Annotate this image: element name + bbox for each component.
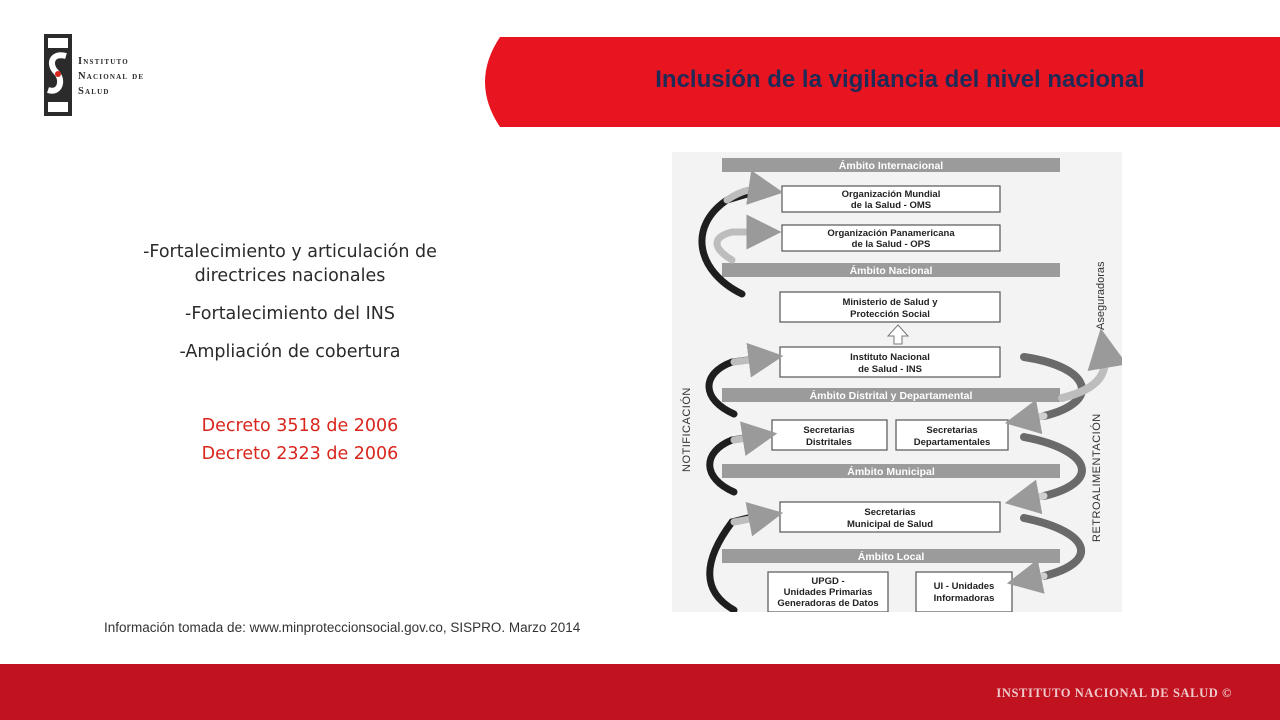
svg-text:de la Salud - OMS: de la Salud - OMS: [850, 200, 932, 211]
svg-text:Organización Mundial: Organización Mundial: [841, 189, 941, 200]
box-oms: [782, 186, 1000, 212]
decree-list: [170, 412, 430, 468]
box-distritales: [772, 420, 887, 450]
ins-logo-mark-icon: [44, 34, 72, 116]
box-ops: [782, 225, 1000, 251]
decree-item: Decreto 2323 de 2006: [201, 444, 399, 464]
level-bar-municipal: [722, 464, 1060, 478]
box-upgd: [768, 572, 888, 612]
svg-text:Ministerio de Salud y: Ministerio de Salud y: [842, 297, 938, 308]
svg-text:Informadoras: Informadoras: [933, 593, 995, 604]
svg-text:UPGD -: UPGD -: [811, 576, 845, 587]
decree-item: Decreto 3518 de 2006: [201, 416, 399, 436]
page-title: Inclusión de la vigilancia del nivel nacional: [655, 66, 1145, 93]
level-label: Ámbito Local: [857, 551, 925, 563]
ins-logo-text: Instituto Nacional de Salud: [78, 56, 145, 97]
box-ins: [780, 347, 1000, 377]
header-band: [0, 0, 1280, 130]
svg-text:Departamentales: Departamentales: [913, 437, 991, 448]
box-ministerio: [780, 292, 1000, 322]
feedback-label: RETROALIMENTACIÓN: [1091, 413, 1103, 542]
svg-text:de Salud - INS: de Salud - INS: [858, 364, 922, 375]
footer-brand: INSTITUTO NACIONAL DE SALUD ©: [996, 686, 1232, 700]
level-bar-nacional: [722, 263, 1060, 277]
svg-text:Secretarias: Secretarias: [926, 425, 978, 436]
svg-text:UI - Unidades: UI - Unidades: [933, 581, 995, 592]
surveillance-diagram: [672, 152, 1122, 612]
box-ui: [916, 572, 1012, 612]
svg-text:Distritales: Distritales: [806, 437, 852, 448]
level-bar-internacional: [722, 158, 1060, 172]
svg-text:Instituto Nacional: Instituto Nacional: [850, 352, 930, 363]
svg-text:Municipal de Salud: Municipal de Salud: [846, 519, 934, 530]
svg-text:Secretarias: Secretarias: [864, 507, 916, 518]
box-municipal: [780, 502, 1000, 532]
level-label: Ámbito Nacional: [849, 265, 933, 277]
svg-text:Protección Social: Protección Social: [850, 309, 930, 320]
svg-text:de la Salud - OPS: de la Salud - OPS: [851, 239, 931, 250]
level-label: Ámbito Municipal: [847, 466, 935, 478]
footer-band: [0, 664, 1280, 720]
level-label: Ámbito Internacional: [838, 160, 944, 172]
svg-text:Generadoras de Datos: Generadoras de Datos: [777, 598, 879, 609]
source-note: Información tomada de: www.minproteccionsocial.gov.co, SISPRO. Marzo 2014: [104, 620, 581, 635]
bullet-list: [110, 240, 470, 378]
ins-logo: [44, 34, 174, 120]
box-departamentales: [896, 420, 1008, 450]
bullet-item: -Fortalecimiento del INS: [185, 304, 395, 324]
svg-text:Unidades Primarias: Unidades Primarias: [783, 587, 873, 598]
svg-text:Secretarias: Secretarias: [803, 425, 855, 436]
svg-text:Organización Panamericana: Organización Panamericana: [827, 228, 955, 239]
bullet-item: -Ampliación de cobertura: [179, 342, 401, 362]
notification-label: NOTIFICACIÓN: [681, 387, 693, 472]
insurers-label: Aseguradoras: [1095, 261, 1107, 330]
level-bar-distrital: [722, 388, 1060, 402]
level-label: Ámbito Distrital y Departamental: [809, 390, 973, 402]
level-bar-local: [722, 549, 1060, 563]
bullet-item: -Fortalecimiento y articulación de directrices nacionales: [143, 242, 437, 286]
